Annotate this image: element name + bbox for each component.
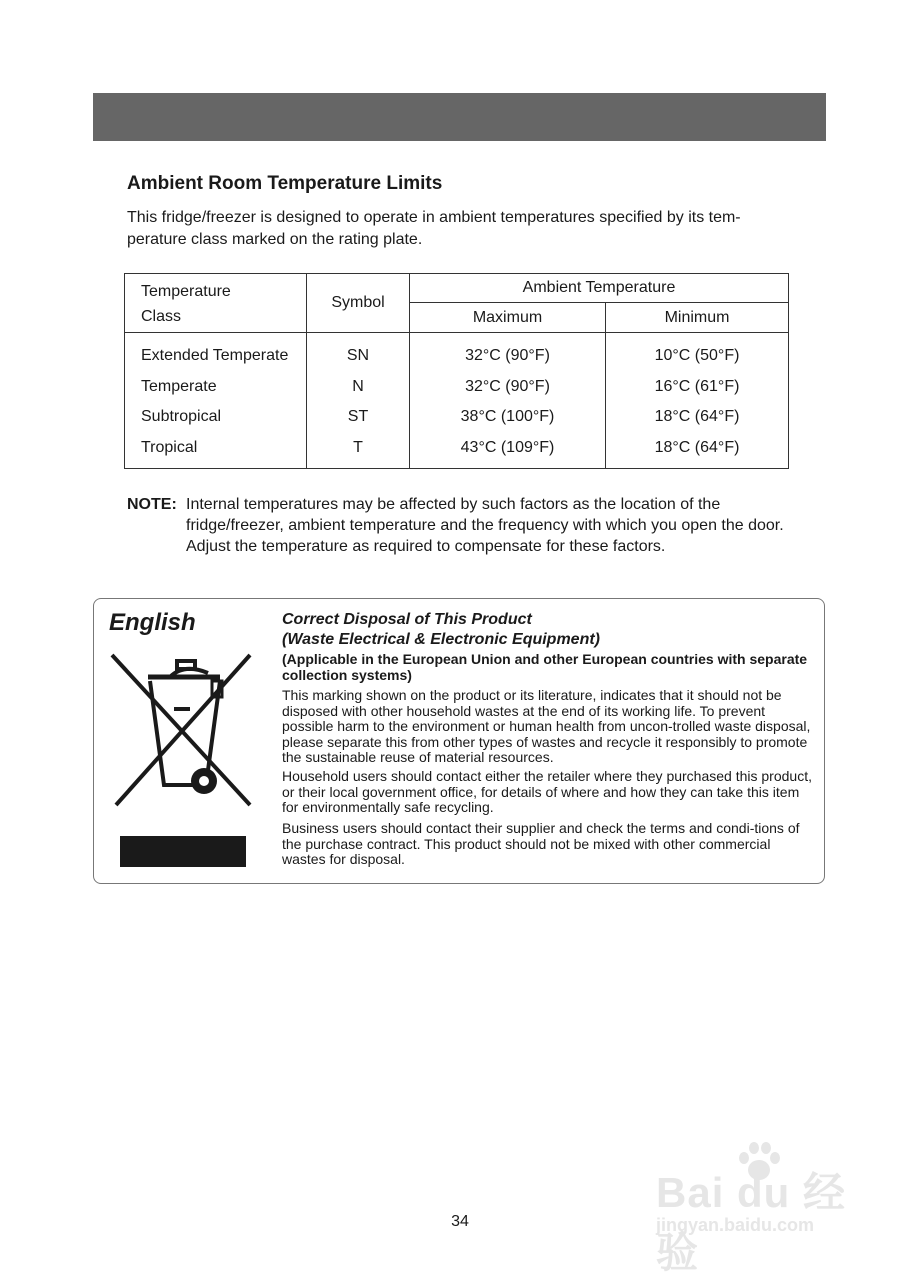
column-minimum <box>606 333 789 469</box>
table-cell: 18°C (64°F) <box>654 408 740 425</box>
temperature-class-table <box>124 273 789 469</box>
intro-text: This fridge/freezer is designed to operate in ambient temperatures specified by its tem-perature class marked on the rating plate. <box>127 209 741 248</box>
black-bar <box>120 836 246 867</box>
table-cell: 10°C (50°F) <box>654 347 740 364</box>
watermark-url: jingyan.baidu.com <box>656 1215 815 1235</box>
weee-disposal-box <box>93 598 825 884</box>
table-cell: 32°C (90°F) <box>465 377 550 395</box>
header-maximum: Maximum <box>410 303 606 333</box>
table-cell: 18°C (64°F) <box>654 438 740 456</box>
header-bar <box>93 93 826 141</box>
table-cell: 43°C (109°F) <box>460 438 555 456</box>
table-cell: SN <box>346 347 370 364</box>
table-cell: 38°C (100°F) <box>460 408 555 425</box>
disposal-paragraph-1: This marking shown on the product or its literature, indicates that it should not be disposed with other household wastes at the end of its working life. To prevent possible harm to the environment or human health from uncon-trolled waste disposal, please separate this from other types of wastes and recycle it responsibly to promote the sustainable reuse of material resources. <box>282 687 811 765</box>
table-cell: Temperate <box>141 377 217 395</box>
column-class <box>125 333 307 469</box>
header-symbol: Symbol <box>307 274 410 333</box>
table-cell: N <box>352 377 364 395</box>
disposal-paragraph-2: Household users should contact either the retailer where they purchased this product, or their local government office, for details of where and how they can take this item for environmentally safe recycling. <box>282 768 812 815</box>
disposal-subtitle: (Applicable in the European Union and other European countries with separate collection systems) <box>282 651 808 683</box>
table-cell: 32°C (90°F) <box>465 347 550 364</box>
note-text: Internal temperatures may be affected by such factors as the location of the fridge/freezer, ambient temperature and the frequency with which you open the door. Adjust the temperature as required to compensate for these factors. <box>186 496 784 555</box>
note-label: NOTE: <box>127 496 177 513</box>
watermark-logo: Bai du 经验 <box>656 1169 847 1276</box>
header-minimum: Minimum <box>606 303 789 333</box>
table-cell: Subtropical <box>141 408 222 425</box>
disposal-title: Correct Disposal of This Product (Waste Electrical & Electronic Equipment) <box>282 611 601 648</box>
table-cell: T <box>353 438 363 456</box>
column-maximum <box>410 333 606 469</box>
column-symbol <box>307 333 410 469</box>
header-ambient-temperature: Ambient Temperature <box>410 274 789 303</box>
crossed-out-wheelie-bin-icon <box>108 651 254 811</box>
language-label: English <box>109 609 196 636</box>
table-cell: ST <box>347 408 369 425</box>
table-cell: Extended Temperate <box>141 347 289 364</box>
table-cell: 16°C (61°F) <box>654 377 740 395</box>
table-cell: Tropical <box>141 438 198 456</box>
disposal-paragraph-3: Business users should contact their supplier and check the terms and condi-tions of the purchase contract. This product should not be mixed with other commercial wastes for disposal. <box>282 820 800 867</box>
page-number: 34 <box>451 1213 469 1230</box>
header-temperature-class: Temperature Class <box>125 274 307 333</box>
section-title: Ambient Room Temperature Limits <box>127 173 443 194</box>
